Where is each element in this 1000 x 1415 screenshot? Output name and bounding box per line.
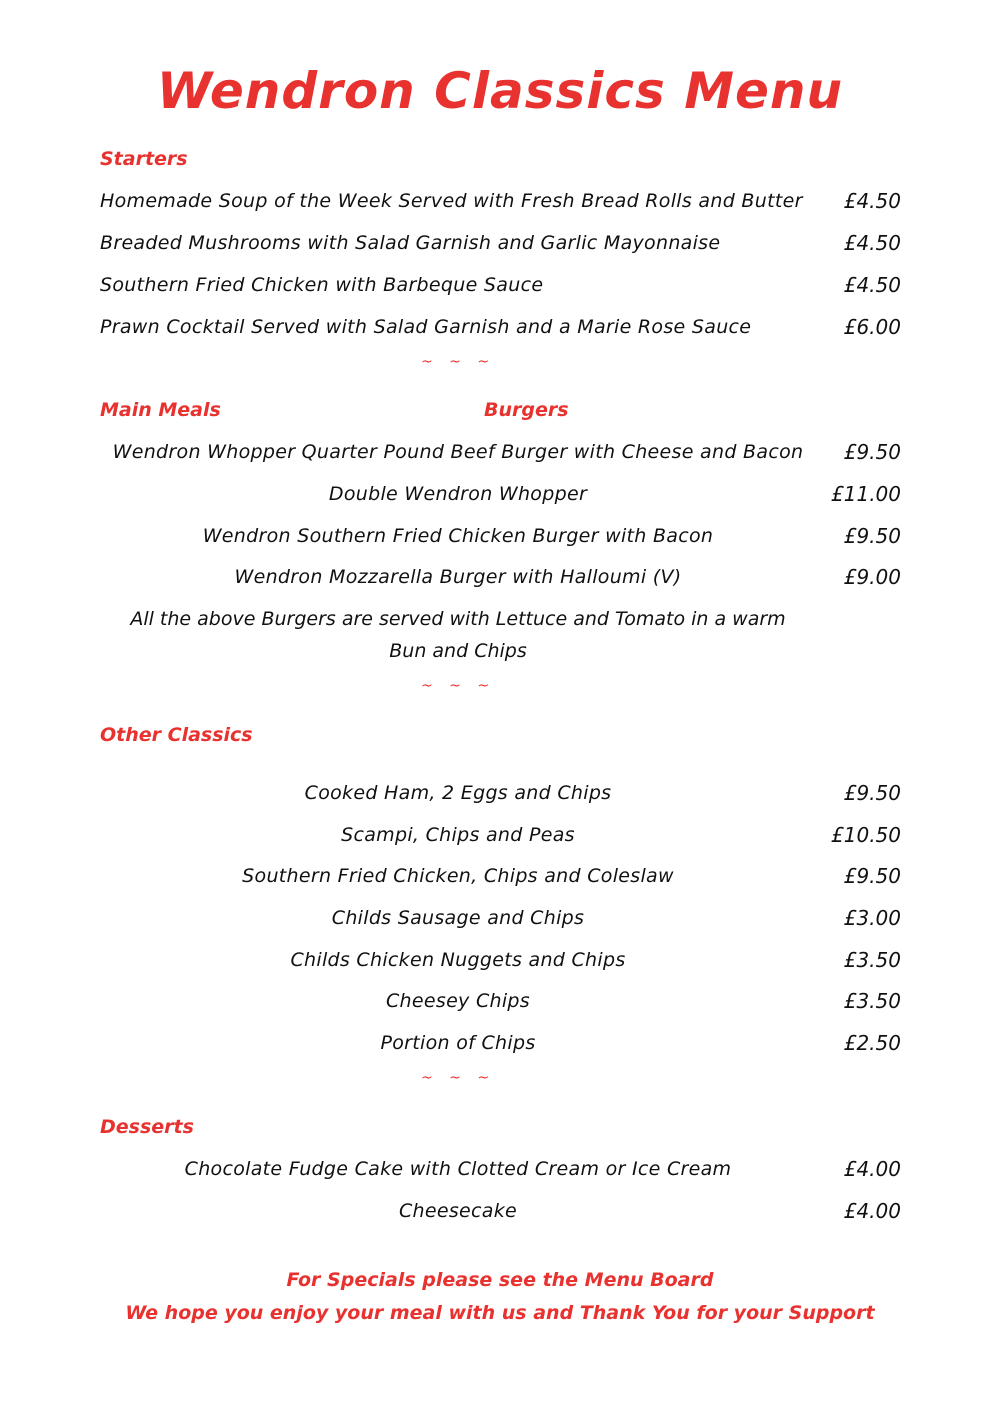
dessert-item-price: £4.00 xyxy=(843,1157,901,1181)
burger-item-price: £11.00 xyxy=(831,482,901,506)
starter-item-price: £4.50 xyxy=(843,231,901,255)
starter-item-name: Southern Fried Chicken with Barbeque Sauce xyxy=(100,274,544,296)
specials-note: For Specials please see the Menu Board xyxy=(286,1269,714,1291)
main-meals-heading: Main Meals xyxy=(100,399,221,421)
starter-item-name: Breaded Mushrooms with Salad Garnish and Garlic Mayonnaise xyxy=(100,232,721,254)
classic-item-price: £9.50 xyxy=(843,781,901,805)
classic-item-name: Scampi, Chips and Peas xyxy=(341,824,575,846)
dessert-item-price: £4.00 xyxy=(843,1199,901,1223)
burger-note xyxy=(100,603,816,667)
classic-item-price: £3.00 xyxy=(843,906,901,930)
dessert-item-name: Cheesecake xyxy=(398,1200,518,1222)
starters-heading: Starters xyxy=(100,148,188,170)
menu-title: Wendron Classics Menu xyxy=(156,62,844,120)
starter-item-price: £6.00 xyxy=(843,315,901,339)
thank-you-note: We hope you enjoy your meal with us and Thank You for your Support xyxy=(125,1302,875,1324)
burger-note-line: Bun and Chips xyxy=(389,640,527,662)
starter-item-name: Homemade Soup of the Week Served with Fresh Bread Rolls and Butter xyxy=(100,190,803,212)
section-separator: ~ ~ ~ xyxy=(420,354,496,370)
starter-item-price: £4.50 xyxy=(843,273,901,297)
starter-item-name: Prawn Cocktail Served with Salad Garnish and a Marie Rose Sauce xyxy=(100,316,752,338)
classic-item-name: Cooked Ham, 2 Eggs and Chips xyxy=(304,782,612,804)
burger-item-name: Double Wendron Whopper xyxy=(328,483,588,505)
classic-item-name: Childs Sausage and Chips xyxy=(331,907,585,929)
burgers-subheading: Burgers xyxy=(484,399,569,421)
other-classics-heading: Other Classics xyxy=(100,724,253,746)
burger-note-line: All the above Burgers are served with Lettuce and Tomato in a warm xyxy=(130,608,786,630)
classic-item-price: £10.50 xyxy=(831,823,901,847)
classic-item-price: £3.50 xyxy=(843,948,901,972)
classic-item-name: Cheesey Chips xyxy=(385,990,530,1012)
burger-item-name: Wendron Whopper Quarter Pound Beef Burger with Cheese and Bacon xyxy=(112,441,804,463)
classic-item-name: Childs Chicken Nuggets and Chips xyxy=(290,949,626,971)
dessert-item-name: Chocolate Fudge Cake with Clotted Cream or Ice Cream xyxy=(184,1158,732,1180)
burger-item-price: £9.00 xyxy=(843,565,901,589)
burger-item-name: Wendron Mozzarella Burger with Halloumi (V) xyxy=(234,566,682,588)
burger-item-price: £9.50 xyxy=(843,524,901,548)
burger-item-price: £9.50 xyxy=(843,440,901,464)
classic-item-price: £2.50 xyxy=(843,1031,901,1055)
burger-item-name: Wendron Southern Fried Chicken Burger with Bacon xyxy=(202,525,714,547)
classic-item-name: Southern Fried Chicken, Chips and Coleslaw xyxy=(242,865,674,887)
classic-item-price: £9.50 xyxy=(843,864,901,888)
classic-item-name: Portion of Chips xyxy=(380,1032,536,1054)
section-separator: ~ ~ ~ xyxy=(420,678,496,694)
section-separator: ~ ~ ~ xyxy=(420,1070,496,1086)
starter-item-price: £4.50 xyxy=(843,189,901,213)
desserts-heading: Desserts xyxy=(100,1116,194,1138)
classic-item-price: £3.50 xyxy=(843,989,901,1013)
